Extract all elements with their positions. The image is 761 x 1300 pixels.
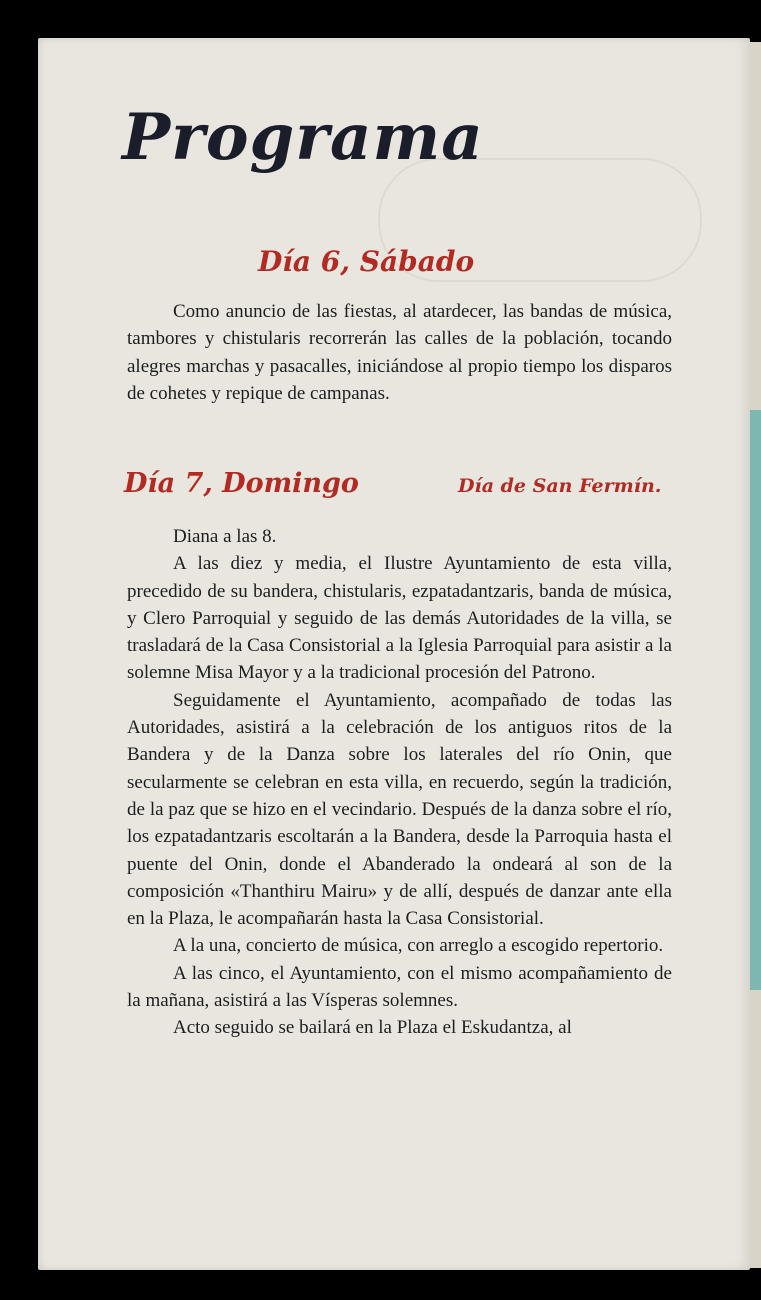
day6-text <box>127 298 672 407</box>
day6-heading: Día 6, Sábado <box>258 245 475 278</box>
day7-paragraph-3: Seguidamente el Ayuntamiento, acompañado de todas las Autoridades, asistirá a la celebración de los antiguos ritos de la Bandera y de la Danza sobre los laterales del río Onin, que secularmente se celebran en esta villa, en recuerdo, según la tradición, de la paz que se hizo en el vecindario. Después de la danza sobre el río, los ezpatadantzaris escoltarán a la Bandera, desde la Parroquia hasta el puente del Onin, donde el Abanderado la ondeará al son de la composición «Thanthiru Mairu» y de allí, después de danzar ante ella en la Plaza, le acompañarán hasta la Casa Consistorial. <box>127 689 672 930</box>
day7-text <box>127 523 672 1042</box>
day6-paragraph: Como anuncio de las fiestas, al atardecer, las bandas de música, tambores y chistularis recorrerán las calles de la población, tocando alegres marchas y pasacalles, iniciándose al propio tiempo los disparos de cohetes y repique de campanas. <box>127 301 672 404</box>
day7-paragraph-5: A las cinco, el Ayuntamiento, con el mismo acompañamiento de la mañana, asistirá a las Vísperas solemnes. <box>127 962 672 1012</box>
day7-paragraph-1: Diana a las 8. <box>173 526 277 547</box>
day7-paragraph-6: Acto seguido se bailará en la Plaza el Eskudantza, al <box>173 1017 572 1039</box>
day7-paragraph-2: A las diez y media, el Ilustre Ayuntamiento de esta villa, precedido de su bandera, chistularis, ezpatadantzaris, banda de música, y Clero Parroquial y seguido de las demás Autoridades de la villa, se trasladará de la Casa Consistorial a la Iglesia Parroquial para asistir a la solemne Misa Mayor y a la tradicional procesión del Patrono. <box>127 553 672 684</box>
page-title: Programa <box>122 100 484 175</box>
day7-heading: Día 7, Domingo <box>124 468 359 499</box>
day7-note: Día de San Fermín. <box>458 475 662 497</box>
day7-paragraph-4: A la una, concierto de música, con arreglo a escogido repertorio. <box>173 935 664 957</box>
